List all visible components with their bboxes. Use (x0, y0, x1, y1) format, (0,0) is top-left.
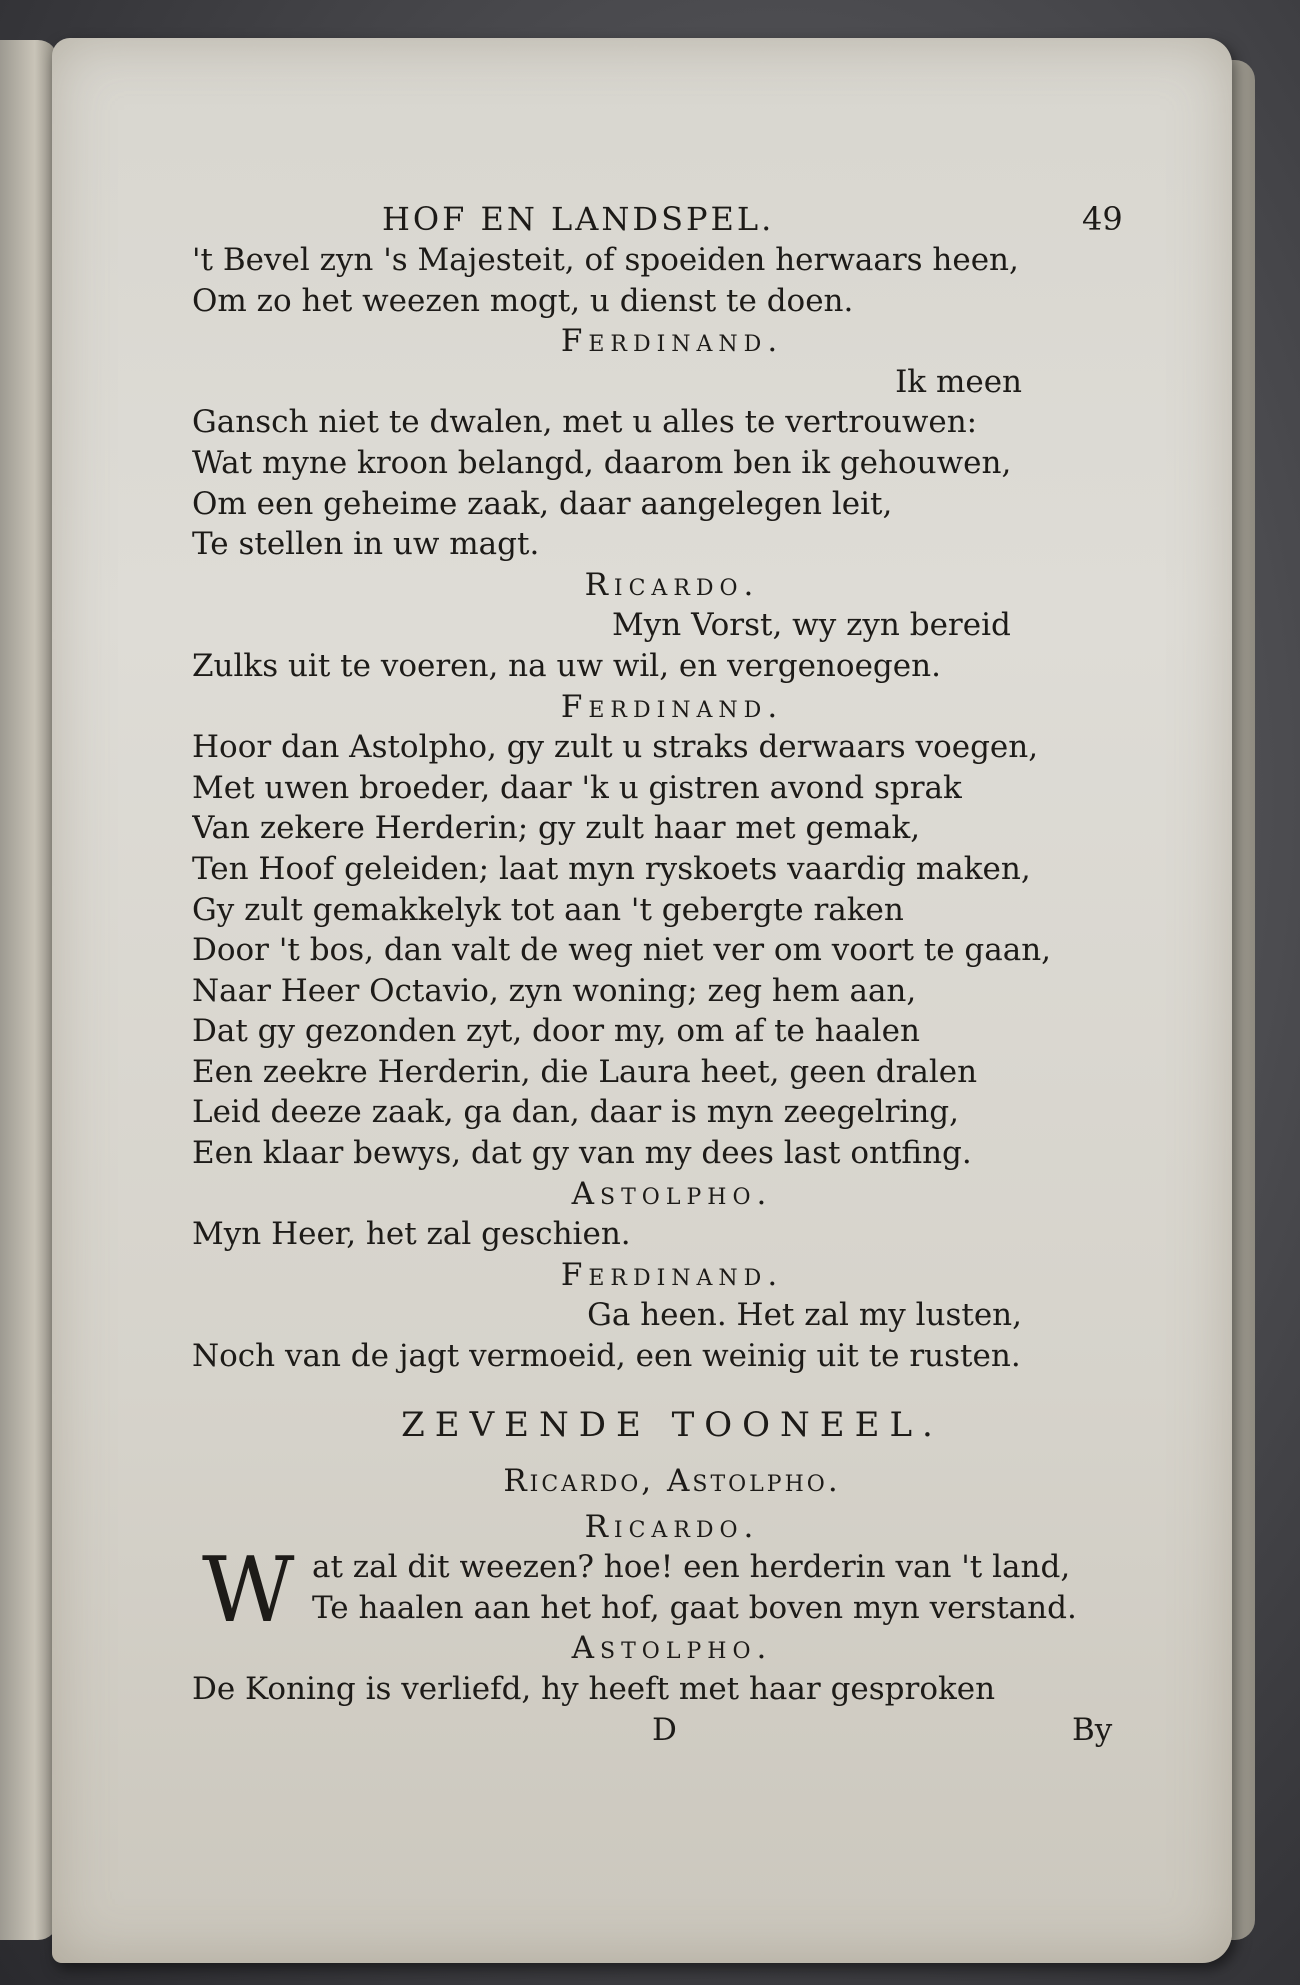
text-line: Om zo het weezen mogt, u dienst te doen. (192, 282, 854, 319)
text-line: Om een geheime zaak, daar aangelegen leit, (192, 485, 893, 522)
catchword: By (1072, 1711, 1113, 1748)
text-line: Met uwen broeder, daar 'k u gistren avond sprak (192, 769, 962, 806)
text-line: Van zekere Herderin; gy zult haar met gemak, (192, 810, 921, 847)
facing-page-edge (0, 40, 58, 1940)
speaker-name: Ricardo. (584, 566, 760, 603)
text-line: 't Bevel zyn 's Majesteit, of spoeiden herwaars heen, (192, 242, 1019, 278)
drop-cap: W (202, 1538, 295, 1644)
text-line: De Koning is verliefd, hy heeft met haar gesproken (192, 1671, 996, 1707)
speaker-name: Ferdinand. (560, 1256, 784, 1293)
speaker-name: Ricardo. (584, 1508, 760, 1545)
page-number: 49 (1082, 200, 1123, 238)
speaker-name: Astolpho. (571, 1630, 773, 1667)
text-line: Gy zult gemakkelyk tot aan 't gebergte raken (192, 891, 904, 928)
text-line: Leid deeze zaak, ga dan, daar is myn zeegelring, (192, 1094, 959, 1131)
text-line: Ik meen (895, 363, 1022, 400)
cast-list: Ricardo, Astolpho. (503, 1462, 841, 1499)
text-line: Ga heen. Het zal my lusten, (587, 1297, 1022, 1334)
text-line: Zulks uit te voeren, na uw wil, en vergenoegen. (192, 647, 941, 684)
scene-title: ZEVENDE TOONEEL. (401, 1404, 943, 1445)
signature-mark: D (652, 1711, 677, 1748)
text-line: Hoor dan Astolpho, gy zult u straks derwaars voegen, (192, 729, 1039, 766)
text-line-content: at zal dit weezen? hoe! een herderin van 't land, (312, 1549, 1071, 1586)
speaker-name: Ferdinand. (560, 323, 784, 360)
text-line: Een zeekre Herderin, die Laura heet, geen dralen (192, 1053, 978, 1090)
text-line: Ten Hoof geleiden; laat myn ryskoets vaardig maken, (192, 850, 1031, 887)
speaker-name: Ferdinand. (560, 688, 784, 725)
page-text (192, 240, 1152, 1750)
text-line-content: Te haalen aan het hof, gaat boven myn verstand. (312, 1589, 1077, 1626)
book-page (52, 38, 1232, 1963)
text-line: Te stellen in uw magt. (192, 526, 540, 563)
text-line: Gansch niet te dwalen, met u alles te vertrouwen: (192, 404, 978, 441)
text-line: Myn Heer, het zal geschien. (192, 1216, 631, 1253)
text-line: Door 't bos, dan valt de weg niet ver om voort te gaan, (192, 932, 1052, 969)
footer-line (192, 1710, 1152, 1751)
text-line: Een klaar bewys, dat gy van my dees last ontfing. (192, 1135, 972, 1172)
text-line (192, 1588, 1152, 1629)
text-line: Wat myne kroon belangd, daarom ben ik gehouwen, (192, 444, 1012, 481)
speaker-name: Astolpho. (571, 1175, 773, 1212)
text-line: Dat gy gezonden zyt, door my, om af te haalen (192, 1013, 920, 1050)
running-header: HOF EN LANDSPEL. (382, 200, 775, 238)
text-line: Myn Vorst, wy zyn bereid (612, 607, 1011, 644)
text-line: Noch van de jagt vermoeid, een weinig uit te rusten. (192, 1338, 1021, 1375)
text-line: Naar Heer Octavio, zyn woning; zeg hem aan, (192, 972, 917, 1009)
